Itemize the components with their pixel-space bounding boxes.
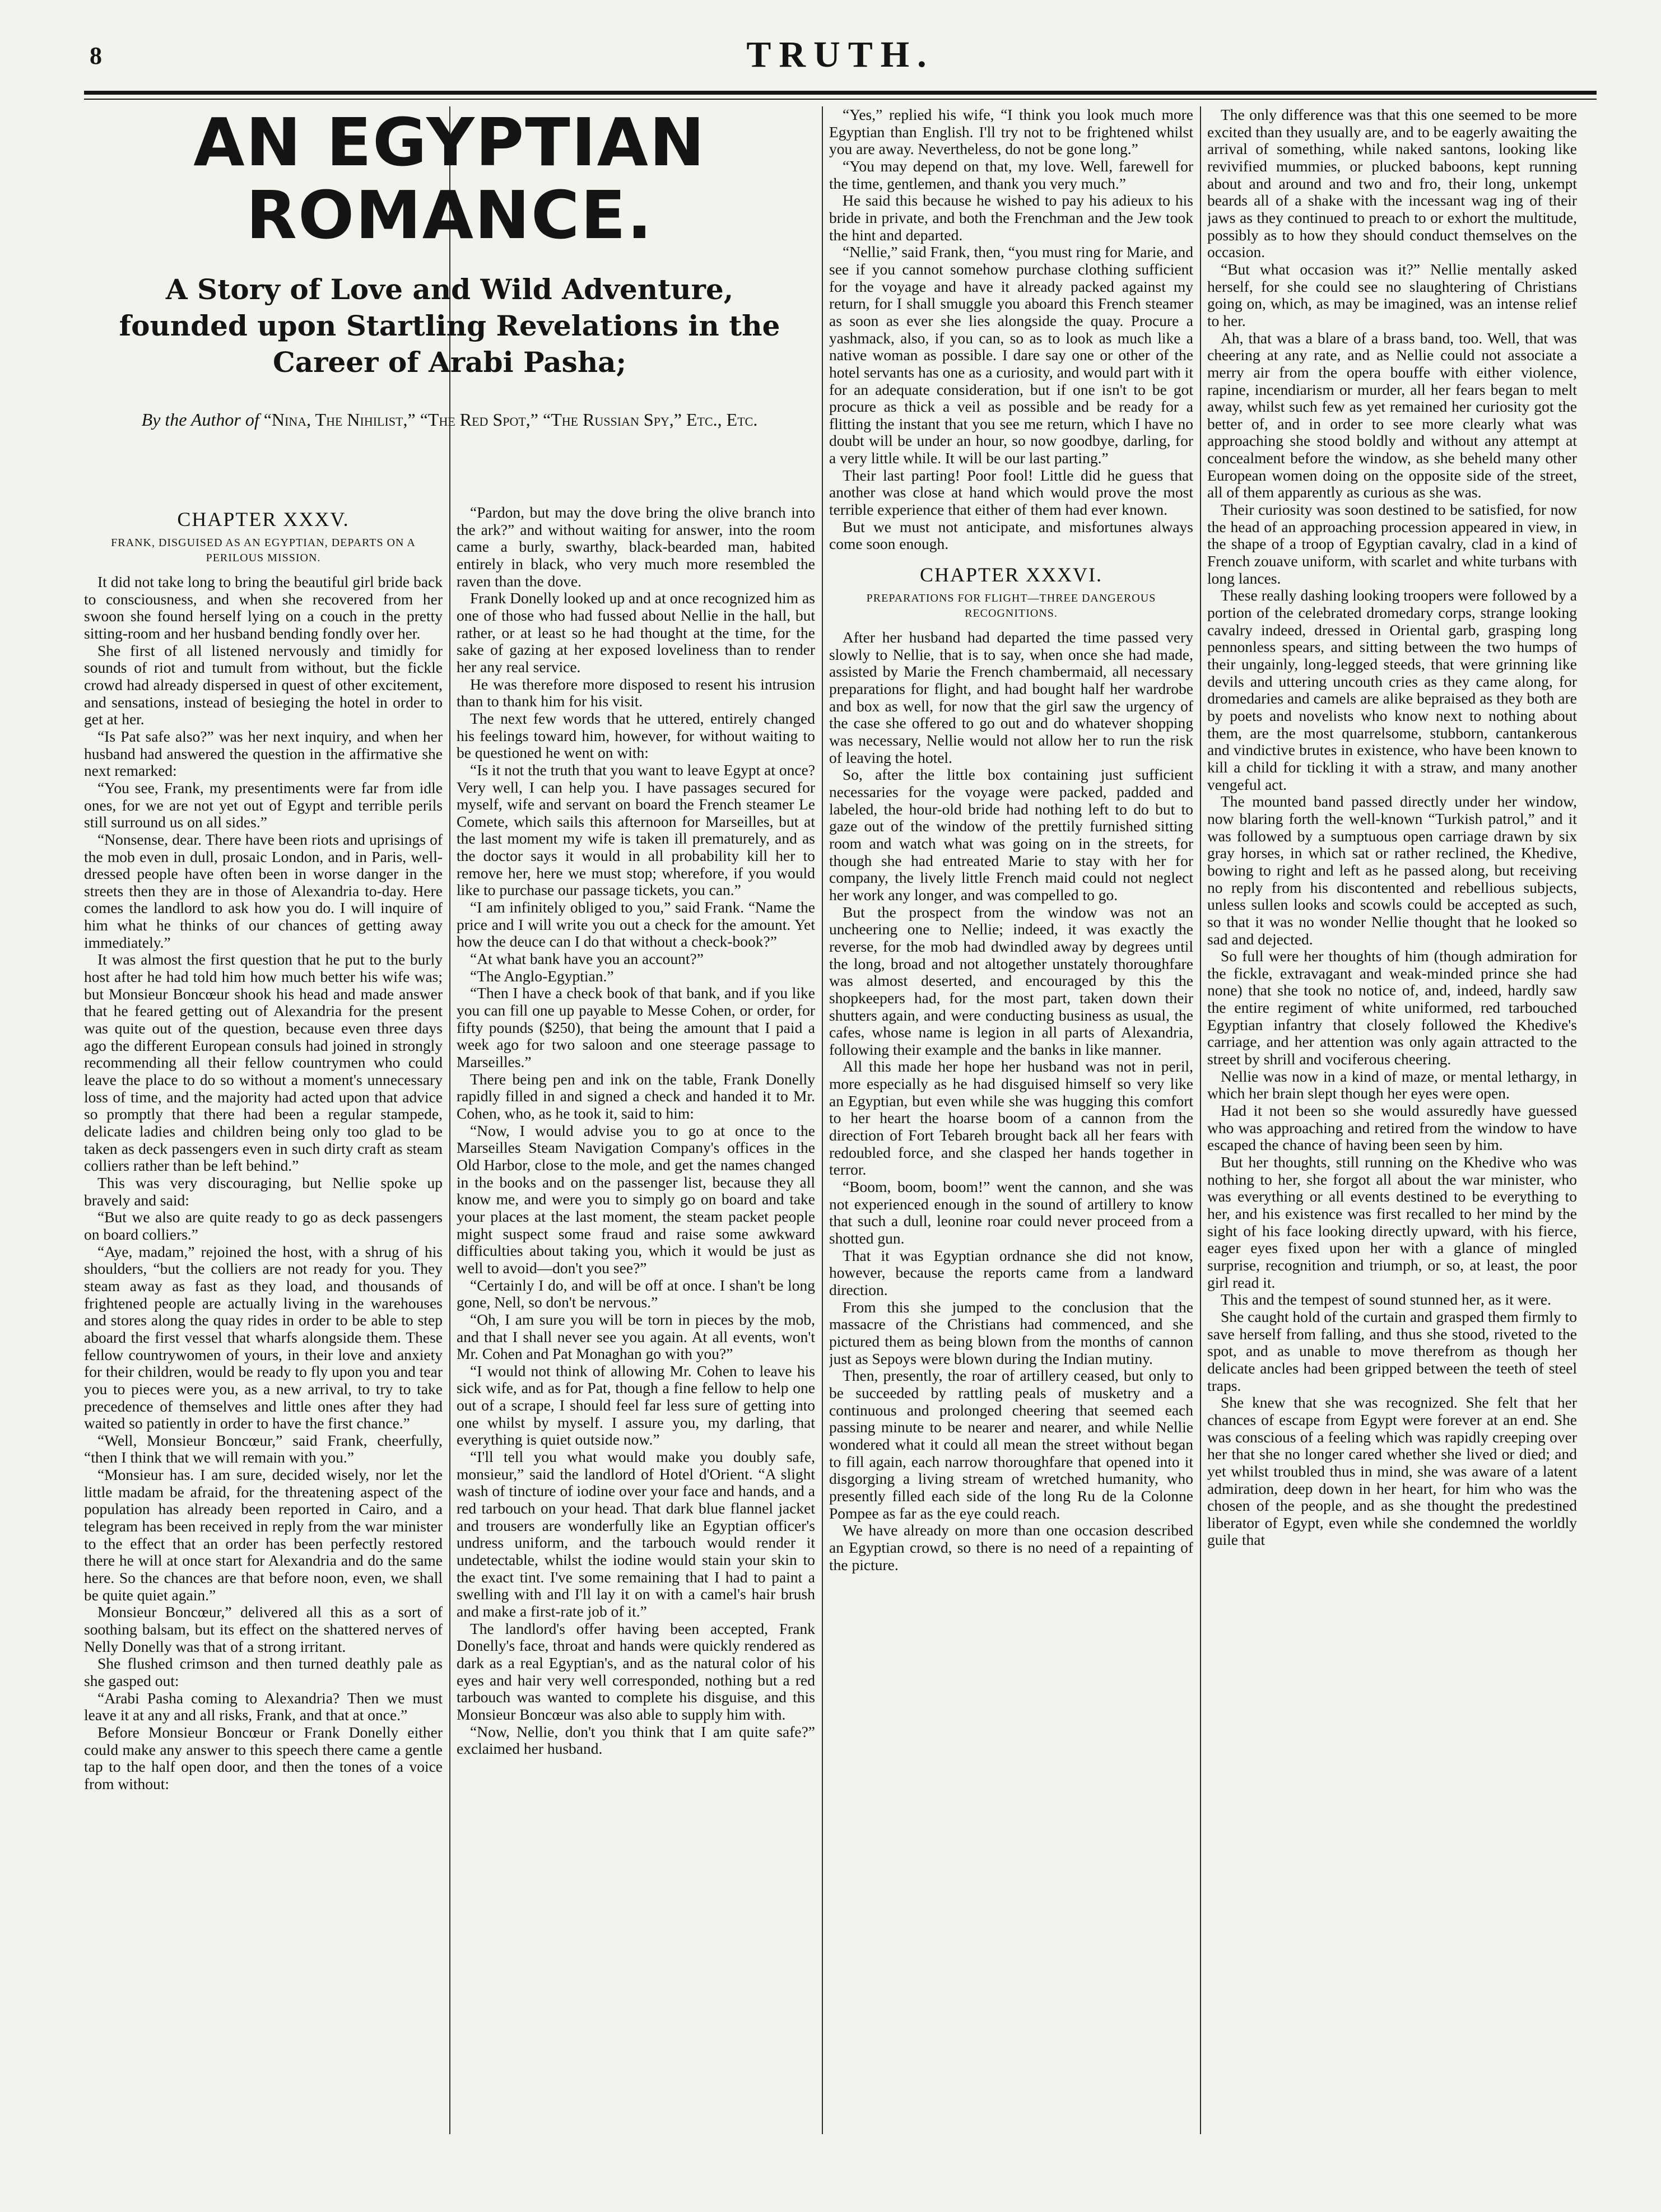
paragraph: “Nonsense, dear. There have been riots and uprisings of the mob even in dull, prosaic London, and in Paris, well-dressed people have often been in worse danger in the streets then they are in those of Alexandria to-day. Here comes the landlord to ask how you do. I will inquire of him what he thinks of our chances of getting away immediately.” [84,830,443,951]
paragraph: “Is it not the truth that you want to leave Egypt at once? Very well, I can help you. I have passages secured for myself, wife and servant on board the French steamer Le Comete, which sails this afternoon for Marseilles, but at the last moment my wife is taken ill prematurely, and as the doctor says it would in all probability kill her to remove her, here we must stop; wherefore, if you would like to purchase our passage tickets, you can.” [457,761,815,899]
header-rule [84,91,1597,95]
paragraph: “But what occasion was it?” Nellie mentally asked herself, for she could see no slaughtering of Christians going on, which, as may be imagined, was an intense relief to her. [1207,260,1577,329]
paragraph: “I would not think of allowing Mr. Cohen to leave his sick wife, and as for Pat, though a fine fellow to help one out of a scrape, I should feel far less sure of getting into one whilst by myself. I assure you, my darling, that everything is quiet outside now.” [457,1362,815,1449]
paragraph: “Nellie,” said Frank, then, “you must ring for Marie, and see if you cannot somehow purchase clothing sufficient for the voyage and have it already packed against my return, for I shall smuggle you aboard this French steamer as soon as ever she lies alongside the quay. Procure a yashmack, also, if you can, so as to look as much like a native woman as possible. I dare say one or other of the hotel servants has one as a curiosity, and would part with it for an adequate consideration, but if one isn't to be got procure as thick a veil as possible and be ready for a flitting the instant that you see me return, which I have no doubt will be under an hour, so now goodbye, darling, for a very little while. It will be our last parting.” [829,243,1193,467]
paragraph: “Then I have a check book of that bank, and if you like you can fill one up payable to Messe Cohen, or order, for fifty pounds ($250), that being the amount that I paid a week ago for two saloon and one steerage passage to Marseilles.” [457,984,815,1070]
paragraph: This was very discouraging, but Nellie spoke up bravely and said: [84,1173,443,1209]
paragraph: “Now, Nellie, don't you think that I am quite safe?” exclaimed her husband. [457,1722,815,1758]
paragraph: “But we also are quite ready to go as deck passengers on board colliers.” [84,1208,443,1243]
chapter-summary: FRANK, DISGUISED AS AN EGYPTIAN, DEPARTS ON A PERILOUS MISSION. [111,537,416,564]
paragraph: The only difference was that this one seemed to be more excited than they usually are, and to be eagerly awaiting the arrival of something, while naked santons, looking like revivified mummies, or plucked baboons, kept running about and around and two and fro, their long, unkempt beards all of a shake with the incessant wag ing of their jaws as they continued to preach to or exhort the multitude, possibly as to how they should conduct themselves on the occasion. [1207,106,1577,261]
paragraph: “Boom, boom, boom!” went the cannon, and she was not experienced enough in the sound of artillery to know that such a dull, leonine roar could never proceed from a shotted gun. [829,1178,1193,1247]
page-header [84,34,1597,84]
paragraph: After her husband had departed the time passed very slowly to Nellie, that is to say, when once she had made, assisted by Marie the French chambermaid, all necessary preparations for flight, and had bought half her wardrobe and box as well, for now that the girl saw the urgency of the case she offered to go out and do whatever shopping was necessary, Nellie would not allow her to run the risk of leaving the hotel. [829,628,1193,766]
column-1 [84,504,443,2140]
paragraph: “Now, I would advise you to go at once to the Marseilles Steam Navigation Company's offices in the Old Harbor, close to the mole, and get the names changed in the books and on the passenger list, because they all know me, and were you to simply go on board and take your places at the last moment, the steam packet people might suspect some fraud and raise some awkward difficulties about taking you, which it would be just as well to avoid—don't you see?” [457,1121,815,1277]
column-2 [457,504,815,2140]
article-byline [90,407,809,432]
masthead: TRUTH. [746,34,934,75]
paragraph: “Well, Monsieur Boncœur,” said Frank, cheerfully, “then I think that we will remain with you.” [84,1431,443,1466]
paragraph: It was almost the first question that he put to the burly host after he had told him how much better his wife was; but Monsieur Boncœur shook his head and made answer that he feared getting out of Alexandria for the present was quite out of the question, because even three days ago the different European consuls had joined in strongly recommending all their fellow countrymen who could leave the place to do so without a moment's unnecessary loss of time, and the majority had acted upon that advice so promptly that there had been a regular stampede, delicate ladies and children being only too glad to be taken as deck passengers even in such dirty craft as steam colliers rather than be left behind.” [84,951,443,1175]
paragraph: Their last parting! Poor fool! Little did he guess that another was close at hand which would prove the most terrible experience that either of them had ever known. [829,466,1193,519]
article-subtitle: A Story of Love and Wild Adventure, founded upon Startling Revelations in the Career of Arabi Pasha; [119,272,780,379]
chapter-summary: PREPARATIONS FOR FLIGHT—THREE DANGEROUS RECOGNITIONS. [866,592,1156,620]
page-number: 8 [90,42,102,69]
paragraph: Had it not been so she would assuredly have guessed who was approaching and retired from the window to have escaped the chance of having been seen by him. [1207,1102,1577,1154]
paragraph: “Arabi Pasha coming to Alexandria? Then we must leave it at any and all risks, Frank, and that at once.” [84,1689,443,1724]
paragraph: This and the tempest of sound stunned her, as it were. [1221,1291,1552,1308]
paragraph: “I'll tell you what would make you doubly safe, monsieur,” said the landlord of Hotel d'Orient. “A slight wash of tincture of iodine over your face and hands, and a red tarbouch on your head. That dark blue flannel jacket and trousers are wonderfully like an Egyptian officer's undress uniform, and the tarbouch would render it undetectable, whilst the iodine would stain your skin to the exact tint. I've some remaining that I had to paint a swelling with and I'll lay it on with a camel's hair brush and make a first-rate job of it.” [457,1448,815,1620]
paragraph: Nellie was now in a kind of maze, or mental lethargy, in which her brain slept though her eyes were open. [1207,1067,1577,1102]
paragraph: All this made her hope her husband was not in peril, more especially as he had disguised himself so very like an Egyptian, but even while she was hugging this comfort to her heart the hoarse boom of a cannon from the direction of Fort Tebareh brought back all her fears with redoubled force, and she clasped her hands together in terror. [829,1058,1193,1179]
paragraph: But her thoughts, still running on the Khedive who was nothing to her, she forgot all about the war minister, who was everything or all events destined to be everything to her, and his existence was first recalled to her mind by the sight of his face looking directly upward, with his fierce, eager eyes fixed upon her with a glance of mingled surprise, recognition and triumph, or so, at least, the poor girl read it. [1207,1153,1577,1291]
paragraph: Monsieur Boncœur,” delivered all this as a sort of soothing balsam, but its effect on the shattered nerves of Nelly Donelly was that of a strong irritant. [84,1603,443,1655]
column-4 [1207,106,1577,2140]
paragraph: But the prospect from the window was not an uncheering one to Nellie; indeed, it was exactly the reverse, for the mob had dwindled away by degrees until the long, broad and not altogether unstately thoroughfare was almost deserted, and encouraged by this the shopkeepers had, for the most part, taken down their shutters again, and were conducting business as usual, the cafes, whose name is legion in all parts of Alexandria, following their example and the banks in like manner. [829,903,1193,1058]
column-3 [829,106,1193,2140]
column-text [829,629,1193,1573]
article-heading [84,106,815,432]
chapter-title: CHAPTER XXXV. [177,508,350,530]
paragraph: Frank Donelly looked up and at once recognized him as one of those who had fussed about Nellie in the hall, but rather, or at least so he had thought at the time, for the sake of gazing at her exposed loveliness than to render her any real service. [457,589,815,676]
paragraph: “At what bank have you an account?” [470,950,704,968]
paragraph: That it was Egyptian ordnance she did not know, however, because the reports came from a landward direction. [829,1246,1193,1298]
paragraph: “You see, Frank, my presentiments were far from idle ones, for we are not yet out of Egypt and terrible perils still surround us on all sides.” [84,779,443,831]
header-rule-thin [84,99,1597,100]
paragraph: “Pardon, but may the dove bring the olive branch into the ark?” and without waiting for answer, into the room came a burly, swarthy, black-bearded man, habited entirely in black, who very much more resembled the raven than the dove. [457,504,815,590]
column-divider [822,106,823,2134]
paragraph: “Yes,” replied his wife, “I think you look much more Egyptian than English. I'll try not to be frightened whilst you are away. Nevertheless, do not be gone long.” [829,106,1193,158]
paragraph: She knew that she was recognized. She felt that her chances of escape from Egypt were forever at an end. She was conscious of a feeling which was rapidly creeping over her that she no longer cared whether she lived or died; and yet whilst troubled thus in mind, she was aware of a latent admiration, deep down in her heart, for him who was the chosen of the people, and as she thought the predestined liberator of Egypt, even while she condemned the worldly guile that [1207,1394,1577,1549]
paragraph: Their curiosity was soon destined to be satisfied, for now the head of an approaching procession appeared in view, in the shape of a troop of Egyptian cavalry, clad in a kind of French zouave uniform, with scarlet and white turbans with long lances. [1207,501,1577,587]
chapter-title: CHAPTER XXXVI. [919,564,1102,586]
paragraph: The mounted band passed directly under her window, now blaring forth the well-known “Turkish patrol,” and it was followed by a sumptuous open carriage drawn by six gray horses, in which sat or rather reclined, the Khedive, bowing to right and left as he passed along, but receiving no reply from his discontented and rebellious subjects, unless sullen looks and scowls could be accepted as such, so that it was no wonder Nellie thought that he looked so sad and dejected. [1207,793,1577,948]
paragraph: The landlord's offer having been accepted, Frank Donelly's face, throat and hands were quickly rendered as dark as a real Egyptian's, and as the natural color of his eyes and hair very well corresponded, nothing but a red tarbouch was wanted to complete his disguise, and this Monsieur Boncœur was also able to supply him with. [457,1619,815,1723]
paragraph: There being pen and ink on the table, Frank Donelly rapidly filled in and signed a check and handed it to Mr. Cohen, who, as he took it, said to him: [457,1070,815,1122]
paragraph: So full were her thoughts of him (though admiration for the fickle, extravagant and weak-minded prince she had none) that she took no notice of, and, indeed, hardly saw the entire regiment of white uniformed, red tarbouched Egyptian infantry that closely followed the Khedive's carriage, and her attention was only again attracted to the street by shrill and vociferous cheering. [1207,947,1577,1068]
paragraph: Ah, that was a blare of a brass band, too. Well, that was cheering at any rate, and as Nellie could not associate a merry air from the opera bouffe with either violence, rapine, incendiarism or murder, all her fears began to melt away, whilst such few as yet remained her curiosity got the better of, and in order to see more clearly what was approaching she stood boldly and without any attempt at concealment before the window, as she beheld many other European women doing on the opposite side of the street, all of them apparently as curious as she was. [1207,329,1577,501]
paragraph: “I am infinitely obliged to you,” said Frank. “Name the price and I will write you out a check for the amount. Yet how the deuce can I do that without a check-book?” [457,898,815,951]
paragraph: From this she jumped to the conclusion that the massacre of the Christians had commenced, and she pictured them as being blown from the months of cannon just as Sepoys were blown during the Indian mutiny. [829,1298,1193,1367]
column-text [1207,106,1577,1549]
paragraph: Then, presently, the roar of artillery ceased, but only to be succeeded by rattling peals of musketry and a continuous and prolonged cheering that seemed each passing minute to be nearer and nearer, and while Nellie wondered what it could all mean the street without began to fill again, each narrow thoroughfare that opened into it disgorging a living stream of wretched humanity, who presently filled each side of the long Ru de la Colonne Pompee as far as the eye could reach. [829,1367,1193,1522]
paragraph: “The Anglo-Egyptian.” [470,967,614,985]
paragraph: “You may depend on that, my love. Well, farewell for the time, gentlemen, and thank you very much.” [829,157,1193,192]
paragraph: Before Monsieur Boncœur or Frank Donelly either could make any answer to this speech there came a gentle tap to the half open door, and then the tones of a voice from without: [84,1723,443,1792]
column-text [829,106,1193,553]
paragraph: She flushed crimson and then turned deathly pale as she gasped out: [84,1655,443,1689]
paragraph: He was therefore more disposed to resent his intrusion than to thank him for his visit. [457,675,815,710]
paragraph: “Oh, I am sure you will be torn in pieces by the mob, and that I shall never see you again. At all events, won't Mr. Cohen and Pat Monaghan go with you?” [457,1310,815,1363]
paragraph: But we must not anticipate, and misfortunes always come soon enough. [829,518,1193,553]
paragraph: She first of all listened nervously and timidly for sounds of riot and tumult from without, but the fickle crowd had already dispersed in quest of other excitement, and sensations, instead of besieging the hotel in order to get at her. [84,641,443,728]
paragraph: So, after the little box containing just sufficient necessaries for the voyage were packed, padded and labeled, the hour-old bride had nothing left to do but to gaze out of the window of the prettily furnished sitting room and watch what was going on in the streets, for though she had entreated Marie to stay with her for company, the lively little French maid could not neglect her work any longer, and was compelled to go. [829,766,1193,904]
paragraph: It did not take long to bring the beautiful girl bride back to consciousness, and when she recovered from her swoon she found herself lying on a couch in the pretty sitting-room and her husband bending fondly over her. [84,573,443,642]
column-divider [1200,106,1201,2134]
byline-works: “Nina, The Nihilist,” “The Red Spot,” “The Russian Spy,” Etc., Etc. [263,409,758,430]
paragraph: “Certainly I do, and will be off at once. I shan't be long gone, Nell, so don't be nervous.” [457,1276,815,1311]
paragraph: “Aye, madam,” rejoined the host, with a shrug of his shoulders, “but the colliers are not ready for you. They steam away as fast as they load, and thousands of frightened people are actually living in the warehouses and stores along the quay rides in order to be able to step aboard the first vessel that wharfs alongside them. These fellow countrywomen of yours, in their love and anxiety for their children, would be ready to fly upon you and tear you to pieces were you, as a new arrival, to try to take precedence of themselves and little ones after they had waited so patiently in order to have the first chance.” [84,1242,443,1432]
column-text [457,504,815,1758]
paragraph: “Monsieur has. I am sure, decided wisely, nor let the little madam be afraid, for the threatening aspect of the population has already been reported in Cairo, and a telegram has been received in reply from the war minister to the effect that an order has been perfectly restored there he will at once start for Alexandria and do the same here. So the chances are that before noon, even, we shall be quite quiet again.” [84,1466,443,1604]
byline-prefix: By the Author of [141,409,259,430]
paragraph: “Is Pat safe also?” was her next inquiry, and when her husband had answered the question in the affirmative she next remarked: [84,727,443,780]
column-text [84,574,443,1793]
paragraph: These really dashing looking troopers were followed by a portion of the celebrated dromedary corps, strange looking cavalry indeed, dressed in Oriental garb, grasping long pennonless spears, and sitting between the two humps of their ungainly, long-legged steeds, that were grinning like devils and uttering uncouth cries as they came along, for dromedaries and camels are alike bepraised as they both are by poets and novelists who know next to nothing about them, are the most quarrelsome, stubborn, cantankerous and vindictive brutes in existence, who have been known to kill a child for tickling it with a straw, and many another vengeful act. [1207,586,1577,793]
paragraph: We have already on more than one occasion described an Egyptian crowd, so there is no need of a repainting of the picture. [829,1521,1193,1573]
paragraph: She caught hold of the curtain and grasped them firmly to save herself from falling, and thus she stood, riveted to the spot, and as unable to move therefrom as though her delicate ancles had been gripped between the teeth of steel traps. [1207,1307,1577,1394]
paragraph: He said this because he wished to pay his adieux to his bride in private, and both the Frenchman and the Jew took the hint and departed. [829,192,1193,244]
paragraph: The next few words that he uttered, entirely changed his feelings toward him, however, for without waiting to be questioned he went on with: [457,709,815,762]
article-headline: AN EGYPTIAN ROMANCE. [193,104,706,254]
